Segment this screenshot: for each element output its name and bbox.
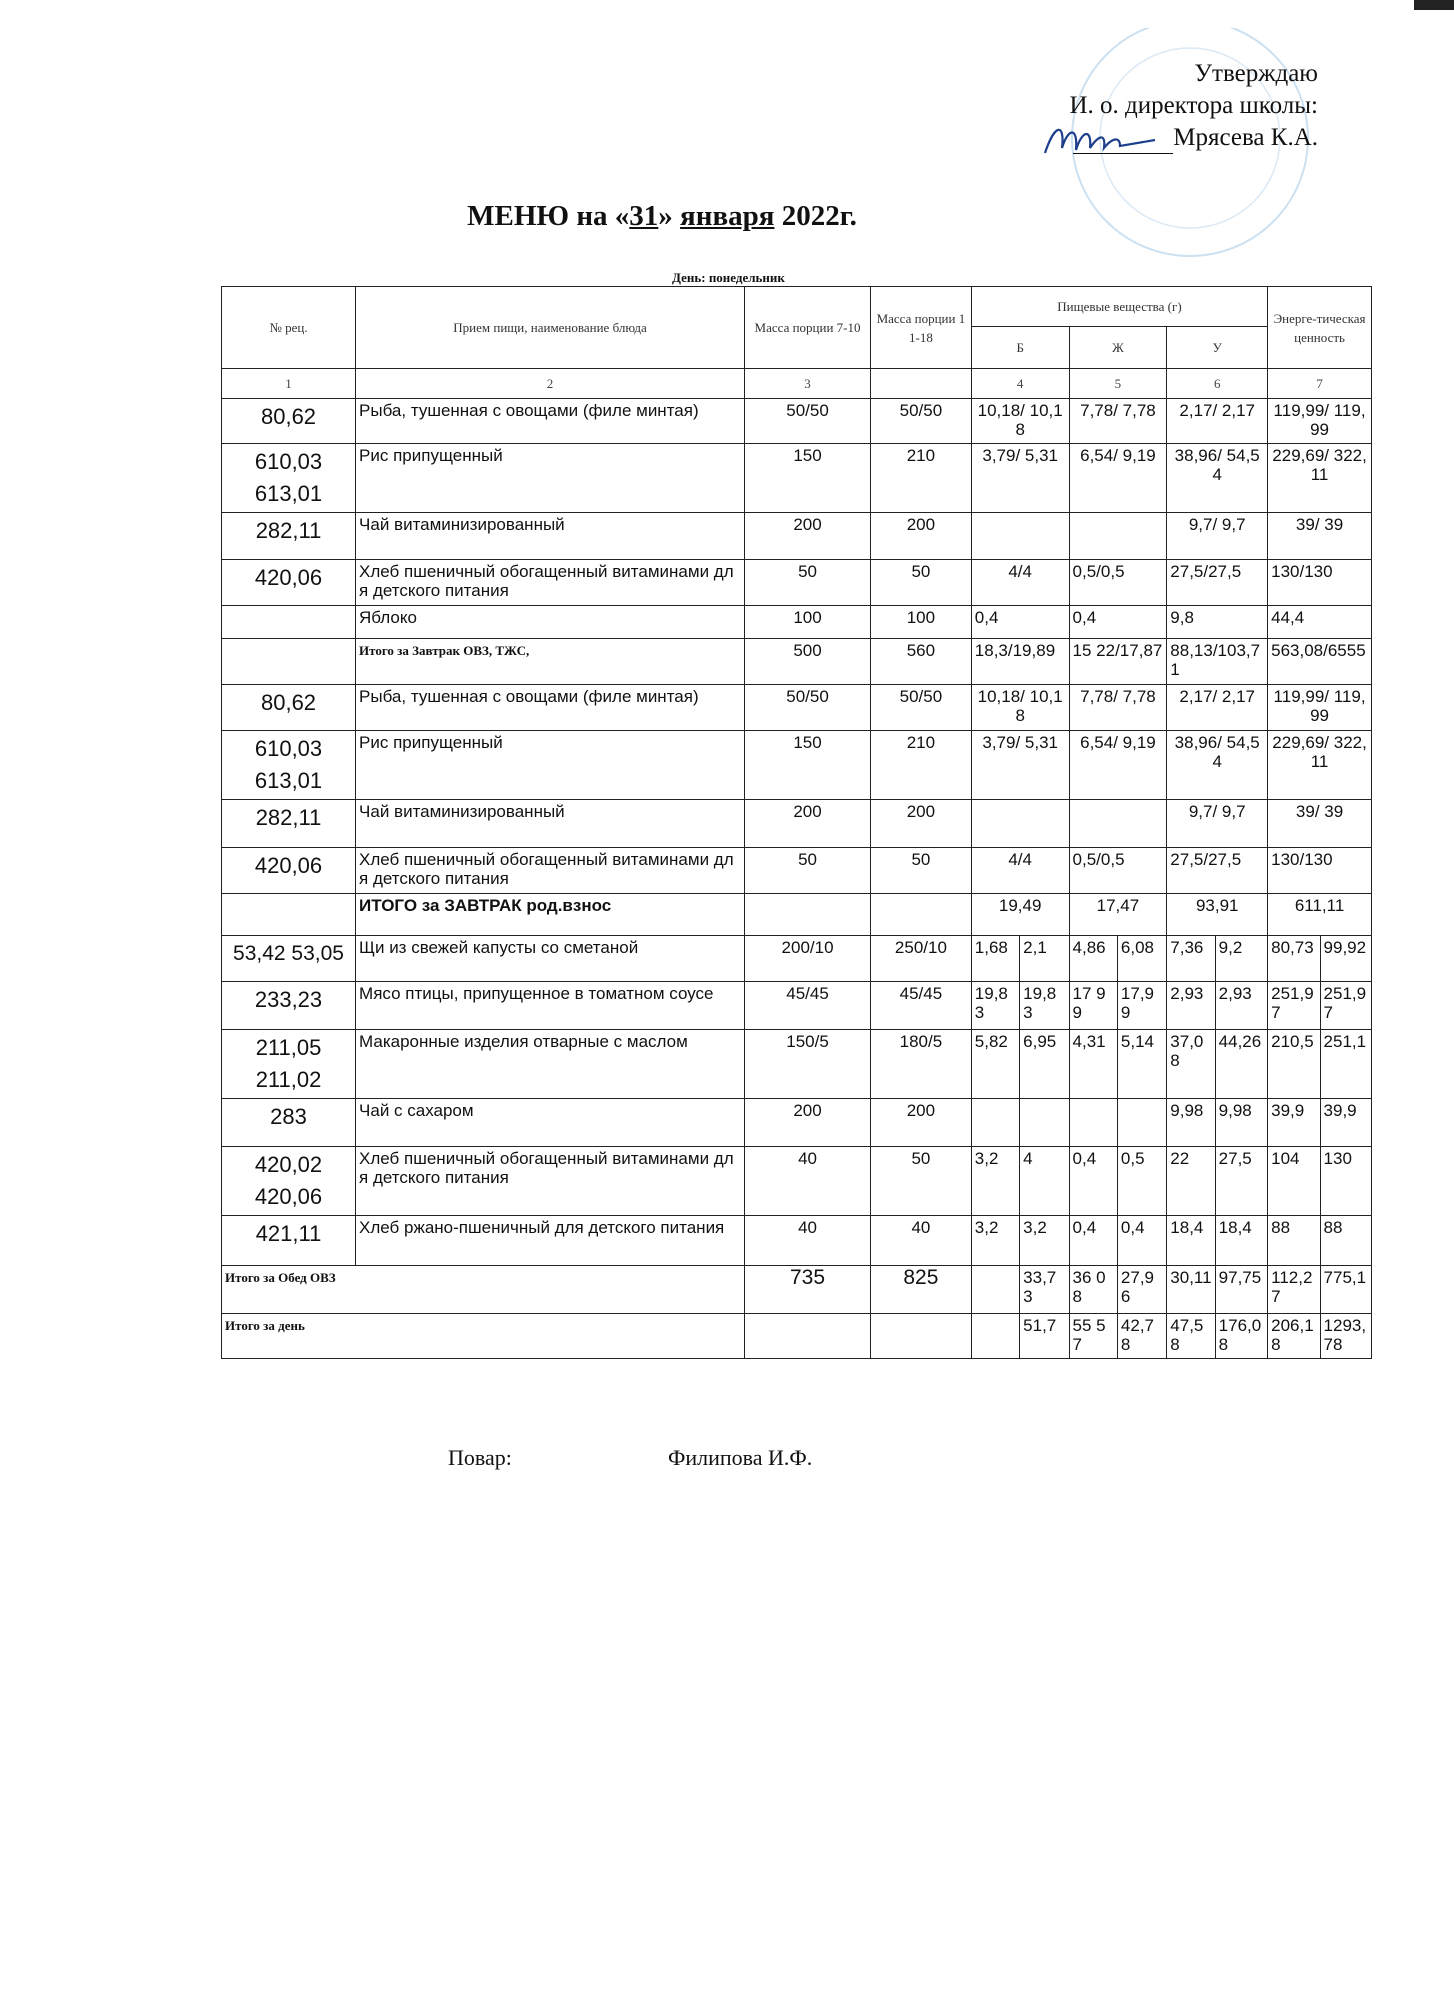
protein: 4/4 <box>971 848 1069 894</box>
dish-name: Яблоко <box>356 606 745 639</box>
protein-7-10 <box>971 1266 1019 1314</box>
energy-11-18: 775,1 <box>1320 1266 1371 1314</box>
fat: 7,78/ 7,78 <box>1069 685 1167 731</box>
energy: 39/ 39 <box>1268 513 1372 560</box>
col-num: 4 <box>971 369 1069 399</box>
protein-7-10: 19,83 <box>971 982 1019 1030</box>
carbs: 9,8 <box>1167 606 1268 639</box>
energy-7-10: 251,97 <box>1268 982 1320 1030</box>
mass-7-10: 200/10 <box>745 936 871 982</box>
header-energy: Энерге-тическая ценность <box>1268 287 1372 369</box>
protein-7-10: 3,2 <box>971 1216 1019 1266</box>
subtotal-label: Итого за Завтрак ОВЗ, ТЖС, <box>356 639 745 685</box>
mass-11-18: 210 <box>871 731 972 800</box>
header-rec: № рец. <box>222 287 356 369</box>
energy: 119,99/ 119,99 <box>1268 399 1372 444</box>
mass-7-10: 200 <box>745 513 871 560</box>
dish-name: Рыба, тушенная с овощами (филе минтая) <box>356 685 745 731</box>
mass-11-18: 50 <box>871 848 972 894</box>
protein-11-18: 2,1 <box>1020 936 1069 982</box>
mass-7-10: 150/5 <box>745 1030 871 1099</box>
col-num: 5 <box>1069 369 1167 399</box>
carbs: 2,17/ 2,17 <box>1167 399 1268 444</box>
day-total-row <box>222 1314 1372 1359</box>
rec-code <box>222 606 356 639</box>
subtotal-label: ИТОГО за ЗАВТРАК род.взнос <box>356 894 745 936</box>
protein: 10,18/ 10,18 <box>971 399 1069 444</box>
protein: 19,49 <box>971 894 1069 936</box>
title-day: 31 <box>629 200 659 232</box>
col-num: 7 <box>1268 369 1372 399</box>
table-row <box>222 1147 1372 1216</box>
carbs-11-18: 18,4 <box>1215 1216 1267 1266</box>
protein-7-10: 3,2 <box>971 1147 1019 1216</box>
fat-7-10: 0,4 <box>1069 1147 1117 1216</box>
subtotal-row <box>222 894 1372 936</box>
energy-11-18: 99,92 <box>1320 936 1371 982</box>
mass-7-10: 200 <box>745 800 871 848</box>
mass-11-18: 50/50 <box>871 685 972 731</box>
carbs-7-10: 7,36 <box>1167 936 1215 982</box>
dish-name: Чай витаминизированный <box>356 800 745 848</box>
title-suffix: 2022г. <box>774 200 857 232</box>
empty-cell <box>871 894 972 936</box>
protein: 18,3/19,89 <box>971 639 1069 685</box>
header-dish: Прием пищи, наименование блюда <box>356 287 745 369</box>
carbs-11-18: 9,98 <box>1215 1099 1267 1147</box>
carbs: 88,13/103,71 <box>1167 639 1268 685</box>
title-mid: » <box>658 200 681 232</box>
energy-7-10: 80,73 <box>1268 936 1320 982</box>
carbs-11-18: 44,26 <box>1215 1030 1267 1099</box>
dish-name: Хлеб пшеничный обогащенный витаминами для детского питания <box>356 560 745 606</box>
menu-table <box>221 286 1372 1359</box>
protein: 0,4 <box>971 606 1069 639</box>
empty-cell <box>222 894 356 936</box>
rec-code: 420,02 420,06 <box>222 1147 356 1216</box>
table-row <box>222 1099 1372 1147</box>
mass-7-10: 200 <box>745 1099 871 1147</box>
carbs: 2,17/ 2,17 <box>1167 685 1268 731</box>
empty-cell <box>222 639 356 685</box>
table-row <box>222 513 1372 560</box>
energy-11-18: 39,9 <box>1320 1099 1371 1147</box>
col-num: 3 <box>745 369 871 399</box>
title-prefix: МЕНЮ на « <box>467 200 630 232</box>
energy: 130/130 <box>1268 848 1372 894</box>
mass-7-10: 100 <box>745 606 871 639</box>
carbs-11-18: 27,5 <box>1215 1147 1267 1216</box>
lunch-total-label: Итого за Обед ОВЗ <box>222 1266 745 1314</box>
director-name: Мрясева К.А. <box>1173 124 1318 151</box>
protein: 4/4 <box>971 560 1069 606</box>
fat-11-18: 6,08 <box>1117 936 1166 982</box>
dish-name: Мясо птицы, припущенное в томатном соусе <box>356 982 745 1030</box>
energy-7-10: 104 <box>1268 1147 1320 1216</box>
dish-name: Рис припущенный <box>356 731 745 800</box>
carbs: 9,7/ 9,7 <box>1167 513 1268 560</box>
mass-11-18: 250/10 <box>871 936 972 982</box>
lunch-total-row <box>222 1266 1372 1314</box>
rec-code: 80,62 <box>222 685 356 731</box>
energy-11-18: 130 <box>1320 1147 1371 1216</box>
cook-name: Филипова И.Ф. <box>668 1445 813 1470</box>
protein-11-18: 19,83 <box>1020 982 1069 1030</box>
carbs: 27,5/27,5 <box>1167 848 1268 894</box>
table-row <box>222 560 1372 606</box>
fat-11-18: 17,99 <box>1117 982 1166 1030</box>
protein-11-18 <box>1020 1099 1069 1147</box>
fat-11-18: 27,96 <box>1117 1266 1166 1314</box>
protein <box>971 513 1069 560</box>
header-nutrients: Пищевые вещества (г) <box>971 287 1267 327</box>
fat-11-18: 0,5 <box>1117 1147 1166 1216</box>
protein-7-10 <box>971 1314 1019 1359</box>
table-row <box>222 982 1372 1030</box>
carbs: 9,7/ 9,7 <box>1167 800 1268 848</box>
mass-11-18: 560 <box>871 639 972 685</box>
carbs: 38,96/ 54,54 <box>1167 444 1268 513</box>
signature-icon <box>1040 118 1160 168</box>
header-row <box>222 287 1372 327</box>
table-row <box>222 1030 1372 1099</box>
mass-7-10: 150 <box>745 731 871 800</box>
dish-name: Хлеб пшеничный обогащенный витаминами для детского питания <box>356 848 745 894</box>
energy: 229,69/ 322,11 <box>1268 731 1372 800</box>
rec-code: 80,62 <box>222 399 356 444</box>
protein-7-10: 1,68 <box>971 936 1019 982</box>
protein-11-18: 3,2 <box>1020 1216 1069 1266</box>
carbs-7-10: 18,4 <box>1167 1216 1215 1266</box>
fat <box>1069 800 1167 848</box>
protein-7-10 <box>971 1099 1019 1147</box>
energy: 130/130 <box>1268 560 1372 606</box>
rec-code: 282,11 <box>222 800 356 848</box>
carbs-7-10: 47,58 <box>1167 1314 1215 1359</box>
mass-11-18: 200 <box>871 800 972 848</box>
rec-code: 610,03 613,01 <box>222 444 356 513</box>
energy: 44,4 <box>1268 606 1372 639</box>
title-month: января <box>680 200 775 232</box>
table-row <box>222 800 1372 848</box>
mass-11-18: 200 <box>871 1099 972 1147</box>
fat-11-18 <box>1117 1099 1166 1147</box>
rec-code: 421,11 <box>222 1216 356 1266</box>
dish-name: Рыба, тушенная с овощами (филе минтая) <box>356 399 745 444</box>
table-row <box>222 936 1372 982</box>
mass-7-10: 735 <box>745 1266 871 1314</box>
carbs-11-18: 97,75 <box>1215 1266 1267 1314</box>
mass-11-18: 45/45 <box>871 982 972 1030</box>
carbs: 27,5/27,5 <box>1167 560 1268 606</box>
fat: 15 22/17,87 <box>1069 639 1167 685</box>
mass-7-10: 50 <box>745 560 871 606</box>
mass-11-18: 825 <box>871 1266 972 1314</box>
fat-7-10: 0,4 <box>1069 1216 1117 1266</box>
mass-7-10: 50/50 <box>745 399 871 444</box>
col-num: 1 <box>222 369 356 399</box>
protein: 3,79/ 5,31 <box>971 731 1069 800</box>
mass-11-18: 40 <box>871 1216 972 1266</box>
protein: 3,79/ 5,31 <box>971 444 1069 513</box>
dish-name: Чай с сахаром <box>356 1099 745 1147</box>
dish-name: Хлеб ржано-пшеничный для детского питания <box>356 1216 745 1266</box>
fat-7-10 <box>1069 1099 1117 1147</box>
rec-code: 282,11 <box>222 513 356 560</box>
table-row <box>222 606 1372 639</box>
page-title <box>0 200 1454 233</box>
carbs-11-18: 2,93 <box>1215 982 1267 1030</box>
table-row <box>222 444 1372 513</box>
carbs-7-10: 22 <box>1167 1147 1215 1216</box>
empty-cell <box>871 1314 972 1359</box>
mass-11-18: 50/50 <box>871 399 972 444</box>
approval-line-2: И. о. директора школы: <box>1069 92 1318 119</box>
dish-name: Хлеб пшеничный обогащенный витаминами для детского питания <box>356 1147 745 1216</box>
header-b: Б <box>971 327 1069 369</box>
day-label: День: понедельник <box>672 270 785 285</box>
dish-name: Рис припущенный <box>356 444 745 513</box>
table-row <box>222 1216 1372 1266</box>
protein-7-10: 5,82 <box>971 1030 1019 1099</box>
empty-cell <box>745 1314 871 1359</box>
col-num: 2 <box>356 369 745 399</box>
protein <box>971 800 1069 848</box>
cook-label: Повар: <box>448 1445 512 1470</box>
protein-11-18: 6,95 <box>1020 1030 1069 1099</box>
carbs-7-10: 37,08 <box>1167 1030 1215 1099</box>
carbs-7-10: 9,98 <box>1167 1099 1215 1147</box>
energy: 39/ 39 <box>1268 800 1372 848</box>
mass-11-18: 210 <box>871 444 972 513</box>
carbs-11-18: 9,2 <box>1215 936 1267 982</box>
carbs-11-18: 176,08 <box>1215 1314 1267 1359</box>
fat-7-10: 4,86 <box>1069 936 1117 982</box>
energy-11-18: 88 <box>1320 1216 1371 1266</box>
fat: 6,54/ 9,19 <box>1069 444 1167 513</box>
fat <box>1069 513 1167 560</box>
header-u: У <box>1167 327 1268 369</box>
mass-7-10: 45/45 <box>745 982 871 1030</box>
fat: 0,4 <box>1069 606 1167 639</box>
carbs-7-10: 2,93 <box>1167 982 1215 1030</box>
energy: 611,11 <box>1268 894 1372 936</box>
col-num: 6 <box>1167 369 1268 399</box>
mass-11-18: 200 <box>871 513 972 560</box>
energy-7-10: 88 <box>1268 1216 1320 1266</box>
rec-code: 420,06 <box>222 848 356 894</box>
fat: 0,5/0,5 <box>1069 560 1167 606</box>
energy-11-18: 251,1 <box>1320 1030 1371 1099</box>
energy-11-18: 251,97 <box>1320 982 1371 1030</box>
table-row <box>222 685 1372 731</box>
fat-11-18: 5,14 <box>1117 1030 1166 1099</box>
dish-name: Чай витаминизированный <box>356 513 745 560</box>
fat: 0,5/0,5 <box>1069 848 1167 894</box>
energy-7-10: 112,27 <box>1268 1266 1320 1314</box>
protein: 10,18/ 10,18 <box>971 685 1069 731</box>
fat-11-18: 0,4 <box>1117 1216 1166 1266</box>
mass-11-18: 50 <box>871 560 972 606</box>
protein-11-18: 4 <box>1020 1147 1069 1216</box>
protein-11-18: 33,73 <box>1020 1266 1069 1314</box>
energy-7-10: 39,9 <box>1268 1099 1320 1147</box>
fat-11-18: 42,78 <box>1117 1314 1166 1359</box>
rec-code: 283 <box>222 1099 356 1147</box>
energy-7-10: 206,18 <box>1268 1314 1320 1359</box>
fat: 7,78/ 7,78 <box>1069 399 1167 444</box>
energy: 119,99/ 119,99 <box>1268 685 1372 731</box>
fat-7-10: 4,31 <box>1069 1030 1117 1099</box>
day-total-label: Итого за день <box>222 1314 745 1359</box>
rec-code: 233,23 <box>222 982 356 1030</box>
fat-7-10: 36 08 <box>1069 1266 1117 1314</box>
table-row <box>222 399 1372 444</box>
subtotal-row <box>222 639 1372 685</box>
dish-name: Щи из свежей капусты со сметаной <box>356 936 745 982</box>
approval-line-1: Утверждаю <box>1194 60 1318 87</box>
rec-code: 53,42 53,05 <box>222 936 356 982</box>
mass-11-18: 100 <box>871 606 972 639</box>
header-mass-7-10: Масса порции 7-10 <box>745 287 871 369</box>
mass-11-18: 180/5 <box>871 1030 972 1099</box>
rec-code: 420,06 <box>222 560 356 606</box>
header-zh: Ж <box>1069 327 1167 369</box>
header-mass-11-18: Масса порции 11-18 <box>871 287 972 369</box>
carbs: 93,91 <box>1167 894 1268 936</box>
col-num <box>871 369 972 399</box>
rec-code: 211,05 211,02 <box>222 1030 356 1099</box>
table-row <box>222 848 1372 894</box>
energy: 563,08/6555 <box>1268 639 1372 685</box>
mass-7-10: 50 <box>745 848 871 894</box>
fat-7-10: 17 99 <box>1069 982 1117 1030</box>
carbs: 38,96/ 54,54 <box>1167 731 1268 800</box>
mass-7-10: 40 <box>745 1147 871 1216</box>
protein-11-18: 51,7 <box>1020 1314 1069 1359</box>
fat: 6,54/ 9,19 <box>1069 731 1167 800</box>
mass-11-18: 50 <box>871 1147 972 1216</box>
mass-7-10: 500 <box>745 639 871 685</box>
empty-cell <box>745 894 871 936</box>
rec-code: 610,03 613,01 <box>222 731 356 800</box>
fat-7-10: 55 57 <box>1069 1314 1117 1359</box>
dish-name: Макаронные изделия отварные с маслом <box>356 1030 745 1099</box>
corner-mark <box>1414 0 1454 10</box>
energy-11-18: 1293,78 <box>1320 1314 1371 1359</box>
energy: 229,69/ 322,11 <box>1268 444 1372 513</box>
carbs-7-10: 30,11 <box>1167 1266 1215 1314</box>
table-row <box>222 731 1372 800</box>
fat: 17,47 <box>1069 894 1167 936</box>
column-number-row <box>222 369 1372 399</box>
mass-7-10: 150 <box>745 444 871 513</box>
mass-7-10: 50/50 <box>745 685 871 731</box>
energy-7-10: 210,5 <box>1268 1030 1320 1099</box>
mass-7-10: 40 <box>745 1216 871 1266</box>
